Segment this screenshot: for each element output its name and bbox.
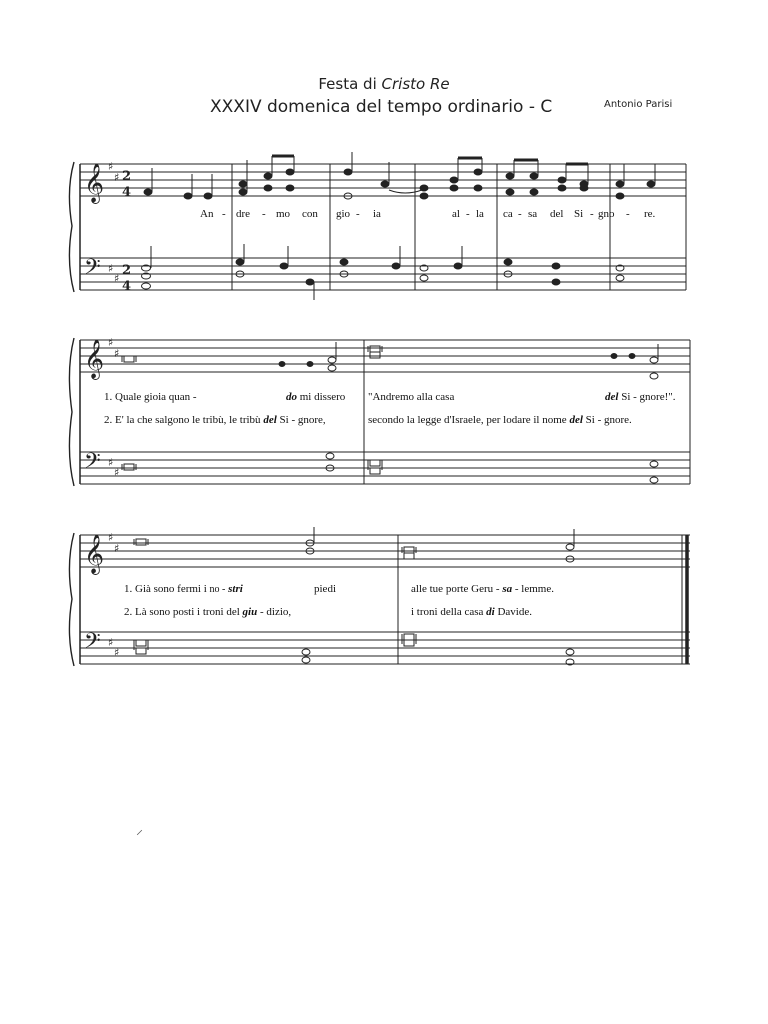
verse-2-text (124, 606, 291, 618)
verse-2-text (104, 414, 326, 426)
verse-text: i troni della casa (411, 606, 484, 618)
system-2-staff (0, 330, 768, 490)
verse-text: no - (209, 584, 226, 595)
verse-text: piedi (314, 583, 336, 595)
verse-text-emphasis: del (263, 414, 277, 426)
verse-text: Si - gnore!". (621, 391, 676, 403)
verse-text-emphasis: do (286, 391, 297, 403)
lyric-syllable: al (452, 208, 460, 220)
svg-text:𝄞: 𝄞 (84, 163, 105, 203)
verse-text: alle tue porte Geru - (411, 583, 500, 595)
svg-text:♯: ♯ (108, 336, 114, 349)
svg-text:♯: ♯ (108, 456, 114, 469)
verse-text: 1. Già sono fermi i (124, 583, 207, 595)
scan-mark: ⸝ (136, 823, 143, 838)
svg-text:♯: ♯ (114, 646, 120, 659)
verse-text: 2. Là sono posti i troni del (124, 606, 240, 618)
verse-2-text (411, 606, 532, 618)
verse-text: Davide. (497, 606, 532, 618)
lyric-syllable: gio (336, 208, 351, 220)
title-italic: Cristo Re (381, 75, 450, 93)
lyric-syllable: con (302, 208, 318, 220)
verse-text-emphasis: giu (242, 606, 258, 618)
verse-text: Si - gnore, (279, 414, 326, 426)
svg-text:♯: ♯ (108, 160, 114, 173)
lyric-syllable: del (550, 208, 564, 220)
svg-text:♯: ♯ (114, 347, 120, 360)
verse-text: secondo la legge d'Israele, per lodare il nome (368, 414, 567, 426)
verse-text: 1. Quale gioia quan - (104, 391, 197, 403)
svg-text:♯: ♯ (114, 272, 120, 285)
system-3-staff (0, 527, 768, 677)
svg-text:♯: ♯ (108, 531, 114, 544)
system-1-staff (0, 150, 768, 310)
verse-text: 2. E' la che salgono le tribù, le tribù (104, 414, 261, 426)
lyric-syllable: gno (598, 208, 615, 220)
verse-1-text (124, 583, 243, 595)
svg-text:♯: ♯ (108, 262, 114, 275)
verse-text: "Andremo alla casa (368, 391, 455, 403)
svg-text:4: 4 (122, 185, 132, 200)
verse-text-emphasis: di (486, 606, 495, 618)
verse-text: mi dissero (299, 391, 346, 403)
lyric-syllable: An (200, 208, 214, 220)
verse-1-text (286, 391, 345, 403)
lyric-hyphen: - (518, 208, 522, 220)
svg-text:𝄢: 𝄢 (84, 255, 101, 285)
lyric-syllable: re. (644, 208, 656, 220)
svg-text:𝄢: 𝄢 (84, 629, 101, 659)
svg-text:♯: ♯ (114, 171, 120, 184)
verse-text-emphasis: stri (228, 583, 243, 595)
lyric-syllable: Si (574, 208, 584, 220)
page-subtitle: XXXIV domenica del tempo ordinario - C (210, 97, 553, 117)
lyric-hyphen: - (356, 208, 360, 220)
svg-text:4: 4 (122, 279, 132, 294)
svg-text:𝄞: 𝄞 (84, 534, 105, 574)
lyric-hyphen: - (590, 208, 594, 220)
verse-text-emphasis: sa (502, 583, 513, 595)
lyric-syllable: dre (236, 208, 251, 220)
lyric-hyphen: - (466, 208, 470, 220)
verse-text: - dizio, (259, 606, 292, 618)
verse-1-text (314, 583, 336, 595)
verse-text: - lemme. (514, 583, 554, 595)
lyric-hyphen: - (262, 208, 266, 220)
composer-name: Antonio Parisi (604, 99, 673, 110)
verse-text-emphasis: del (605, 391, 619, 403)
verse-2-text (368, 414, 632, 426)
lyric-hyphen: - (626, 208, 630, 220)
lyric-syllable: ia (373, 208, 381, 220)
svg-text:2: 2 (122, 263, 132, 278)
svg-text:2: 2 (122, 169, 132, 184)
lyric-syllable: la (476, 208, 484, 220)
title-prefix: Festa di (318, 75, 382, 93)
verse-text: Si - gnore. (585, 414, 632, 426)
svg-text:♯: ♯ (114, 542, 120, 555)
lyric-hyphen: - (222, 208, 226, 220)
svg-text:𝄢: 𝄢 (84, 449, 101, 479)
verse-1-text (368, 391, 454, 403)
page-title (0, 75, 768, 93)
verse-1-text (605, 391, 676, 403)
svg-text:♯: ♯ (114, 466, 120, 479)
verse-1-text (104, 391, 197, 403)
lyric-syllable: ca (503, 208, 513, 220)
svg-text:♯: ♯ (108, 636, 114, 649)
verse-1-text (411, 583, 554, 595)
lyric-syllable: sa (528, 208, 538, 220)
lyric-syllable: mo (276, 208, 291, 220)
verse-text-emphasis: del (569, 414, 583, 426)
svg-text:𝄞: 𝄞 (84, 339, 105, 379)
